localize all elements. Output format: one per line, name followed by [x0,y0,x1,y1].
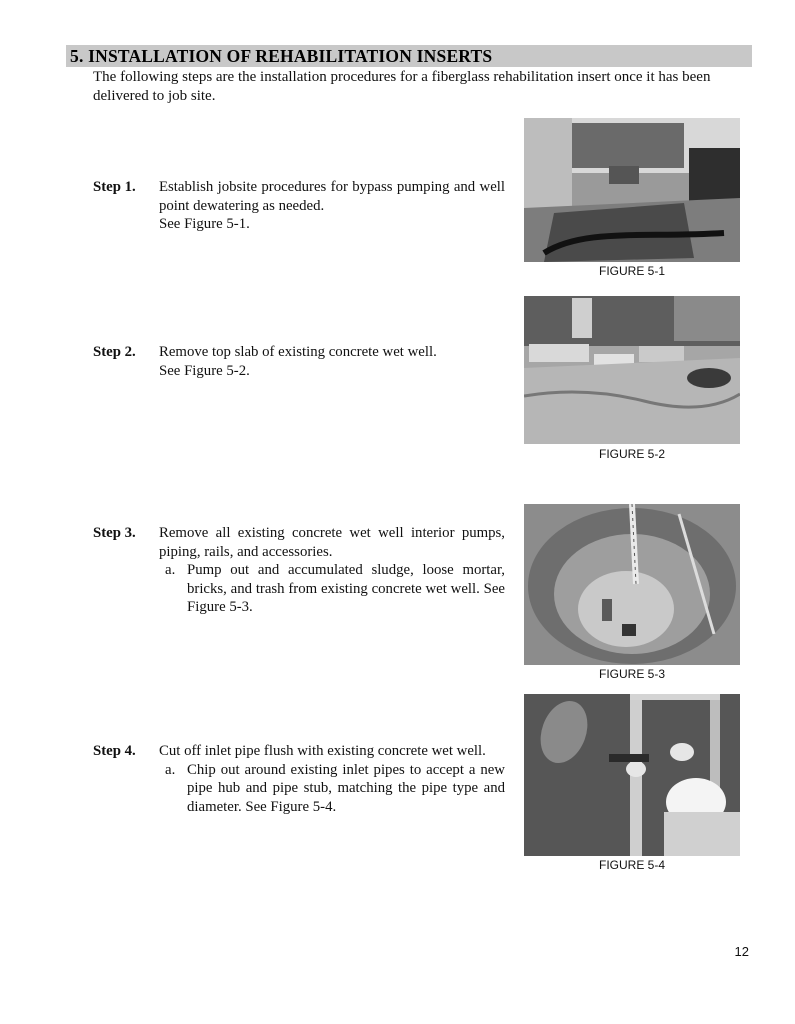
step-1 [93,178,505,234]
step-2 [93,343,505,380]
step-figure-ref: See Figure 5-1. [159,216,250,232]
sub-step-marker: a. [165,562,176,578]
figure-5-4-photo [524,694,740,856]
figure-5-2-photo [524,296,740,444]
figure-5-4-caption: FIGURE 5-4 [598,858,665,872]
step-label: Step 4. [93,743,136,759]
step-text: Cut off inlet pipe flush with existing concrete wet well. [159,743,486,759]
step-text: Establish jobsite procedures for bypass pumping and well point dewatering as needed. [159,179,505,214]
step-label: Step 1. [93,179,136,195]
section-heading-bar [66,45,752,67]
step-4 [93,742,505,816]
page-number: 12 [734,944,749,959]
step-figure-ref: See Figure 5-2. [159,362,250,379]
sub-step-text: Chip out around existing inlet pipes to accept a new pipe hub and pipe stub, matching the pipe type and diameter. See Figure 5-4. [187,761,505,815]
step-label: Step 2. [93,344,136,360]
step-text: Remove top slab of existing concrete wet well. [159,344,437,360]
figure-5-3-caption: FIGURE 5-3 [598,667,665,681]
figure-5-2-caption: FIGURE 5-2 [598,447,665,461]
figure-5-3-photo [524,504,740,665]
figure-5-1-caption: FIGURE 5-1 [598,264,665,278]
sub-step-marker: a. [165,761,176,778]
step-3 [93,524,505,617]
step-label: Step 3. [93,525,136,541]
sub-step [159,561,505,617]
figure-5-1-photo [524,118,740,262]
step-text: Remove all existing concrete wet well interior pumps, piping, rails, and accessories. [159,525,505,560]
sub-step [159,761,505,817]
section-title: 5. INSTALLATION OF REHABILITATION INSERTS [70,46,493,66]
sub-step-text: Pump out and accumulated sludge, loose mortar, bricks, and trash from existing concrete wet well. See Figure 5-3. [187,562,505,615]
intro-paragraph: The following steps are the installation procedures for a fiberglass rehabilitation insert once it has been delivered to job site. [93,69,711,104]
